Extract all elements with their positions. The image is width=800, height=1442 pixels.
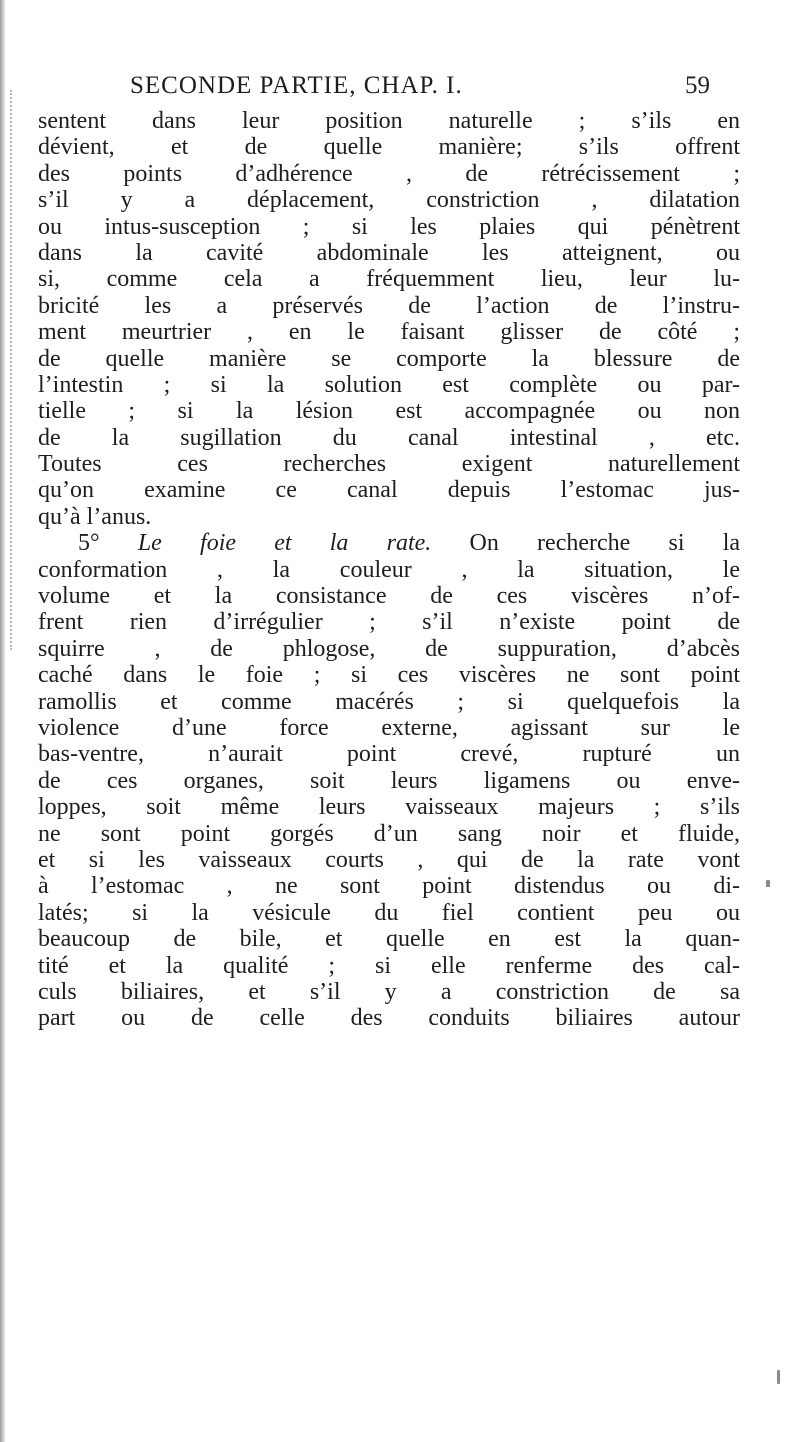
text-line: conformation , la couleur , la situation, le bbox=[38, 556, 740, 583]
text-line: qu’on examine ce canal depuis l’estomac jus- bbox=[38, 477, 740, 504]
text-line: Toutes ces recherches exigent naturellement bbox=[38, 451, 740, 478]
section-first-line-text: On recherche si la bbox=[469, 530, 741, 557]
margin-speck bbox=[766, 880, 770, 887]
running-header bbox=[130, 72, 710, 108]
text-line: de ces organes, soit leurs ligamens ou enve- bbox=[38, 767, 740, 794]
text-line: ment meurtrier , en le faisant glisser de côté ; bbox=[38, 319, 740, 346]
section-heading-line bbox=[38, 530, 740, 556]
margin-speck bbox=[777, 1370, 780, 1384]
text-line: culs biliaires, et s’il y a constriction de sa bbox=[38, 978, 740, 1005]
text-line: l’intestin ; si la solution est complète ou par- bbox=[38, 371, 740, 398]
text-line: bricité les a préservés de l’action de l’instru- bbox=[38, 292, 740, 319]
page-number: 59 bbox=[685, 72, 710, 99]
text-line: beaucoup de bile, et quelle en est la quan- bbox=[38, 926, 740, 953]
header-title: SECONDE PARTIE, CHAP. I. bbox=[130, 72, 463, 99]
text-line: dans la cavité abdominale les atteignent, ou bbox=[38, 239, 740, 266]
text-line: violence d’une force externe, agissant sur le bbox=[38, 714, 740, 741]
text-line: ou intus-susception ; si les plaies qui pénètrent bbox=[38, 213, 740, 240]
page-binding-edge bbox=[0, 0, 5, 1442]
gutter-marks bbox=[10, 90, 15, 650]
text-line: tielle ; si la lésion est accompagnée ou non bbox=[38, 398, 740, 425]
text-line: sentent dans leur position naturelle ; s’ils en bbox=[38, 108, 740, 134]
text-line: à l’estomac , ne sont point distendus ou di- bbox=[38, 873, 740, 900]
text-line: part ou de celle des conduits biliaires autour bbox=[38, 1005, 740, 1032]
text-line: caché dans le foie ; si ces viscères ne sont point bbox=[38, 662, 740, 689]
text-line: tité et la qualité ; si elle renferme des cal- bbox=[38, 952, 740, 979]
text-line: ramollis et comme macérés ; si quelquefois la bbox=[38, 688, 740, 715]
text-line: dévient, et de quelle manière; s’ils offrent bbox=[38, 134, 740, 161]
text-line: frent rien d’irrégulier ; s’il n’existe point de bbox=[38, 609, 740, 636]
text-line: volume et la consistance de ces viscères n’of- bbox=[38, 583, 740, 610]
text-line: s’il y a déplacement, constriction , dilatation bbox=[38, 187, 740, 214]
text-line: des points d’adhérence , de rétrécissement ; bbox=[38, 160, 740, 187]
text-line: si, comme cela a fréquemment lieu, leur lu- bbox=[38, 266, 740, 293]
section-title: Le foie et la rate. bbox=[137, 530, 432, 557]
text-line: de quelle manière se comporte la blessure de bbox=[38, 345, 740, 372]
text-line: et si les vaisseaux courts , qui de la rate vont bbox=[38, 846, 740, 873]
text-line: bas-ventre, n’aurait point crevé, rupturé un bbox=[38, 741, 740, 768]
text-line: latés; si la vésicule du fiel contient peu ou bbox=[38, 899, 740, 926]
text-line: loppes, soit même leurs vaisseaux majeurs ; s’ils bbox=[38, 794, 740, 821]
text-line: ne sont point gorgés d’un sang noir et fluide, bbox=[38, 820, 740, 847]
text-line: squirre , de phlogose, de suppuration, d’abcès bbox=[38, 635, 740, 662]
section-number: 5° bbox=[78, 530, 100, 557]
text-line: de la sugillation du canal intestinal , etc. bbox=[38, 424, 740, 451]
text-line: qu’à l’anus. bbox=[38, 503, 152, 530]
body-text bbox=[38, 108, 740, 1032]
